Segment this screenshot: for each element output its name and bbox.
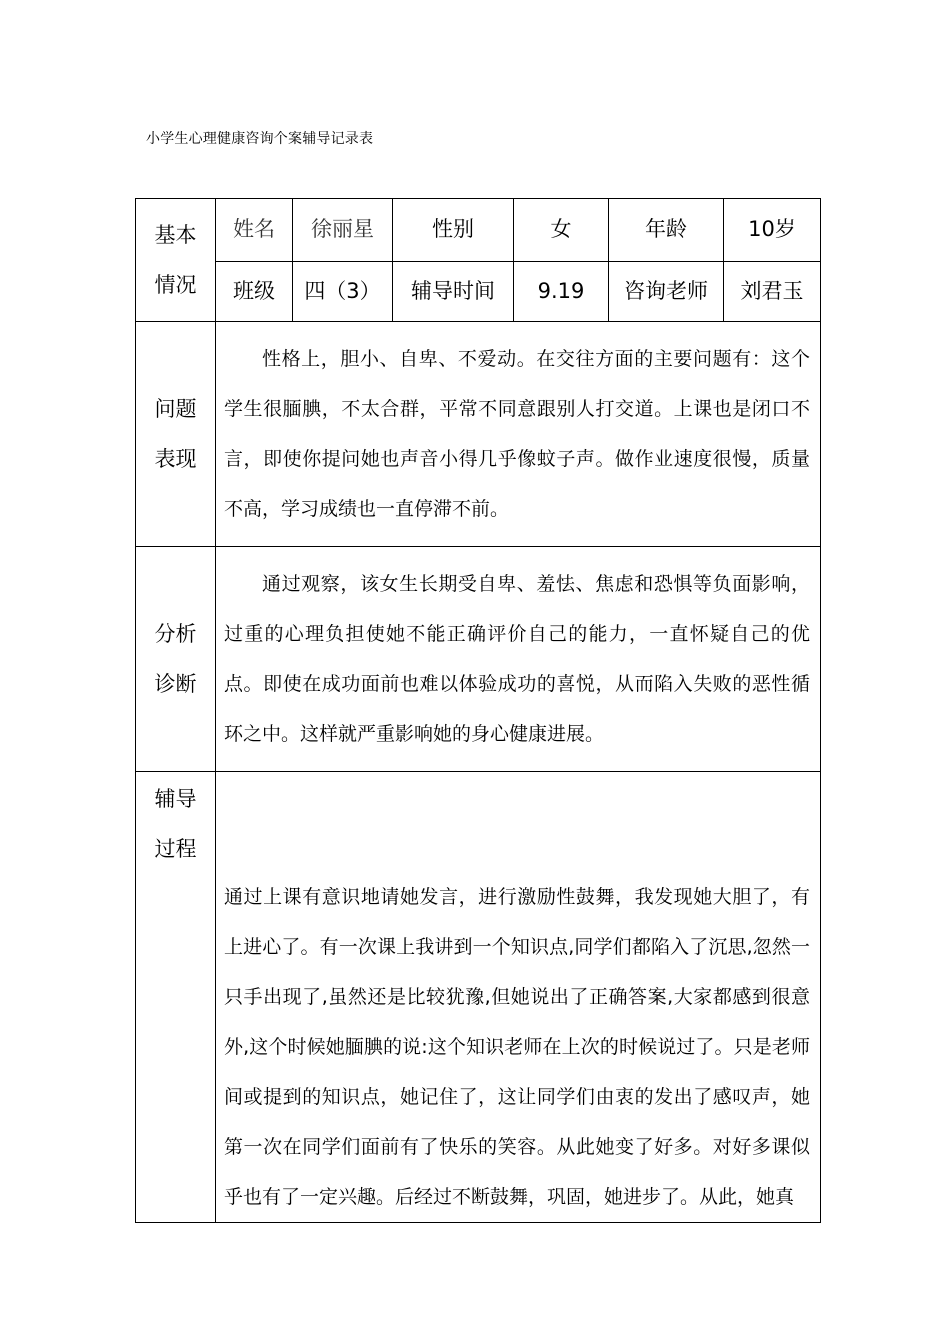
name-value: 徐丽星: [293, 199, 393, 262]
class-label: 班级: [216, 262, 293, 322]
gender-value: 女: [514, 199, 609, 262]
process-label-line2: 过程: [154, 837, 197, 861]
process-row: [136, 772, 821, 1223]
problem-row: [136, 322, 821, 547]
analysis-row: [136, 547, 821, 772]
document-title: 小学生心理健康咨询个案辅导记录表: [146, 131, 374, 147]
analysis-section-label: [136, 547, 216, 772]
basic-section-label: [136, 199, 216, 322]
basic-row-2: [136, 262, 821, 322]
problem-content: [216, 322, 821, 547]
basic-label-line2: 情况: [154, 273, 197, 297]
process-label-line1: 辅导: [154, 787, 197, 811]
process-section-label: [136, 772, 216, 1223]
problem-section-label: [136, 322, 216, 547]
analysis-label-line2: 诊断: [154, 672, 197, 696]
class-value: 四（3）: [293, 262, 393, 322]
name-label: 姓名: [216, 199, 293, 262]
time-label: 辅导时间: [393, 262, 514, 322]
teacher-value: 刘君玉: [724, 262, 821, 322]
teacher-label: 咨询老师: [609, 262, 724, 322]
record-table: [135, 198, 821, 1223]
age-value: 10岁: [724, 199, 821, 262]
process-text: 通过上课有意识地请她发言，进行激励性鼓舞，我发现她大胆了，有上进心了。有一次课上我讲到一个知识点,同学们都陷入了沉思,忽然一只手出现了,虽然还是比较犹豫,但她说出了正确答案,大家都感到很意外,这个时候她腼腆的说:这个知识老师在上次的时候说过了。只是老师间或提到的知识点，她记住了，这让同学们由衷的发出了感叹声，她第一次在同学们面前有了快乐的笑容。从此她变了好多。对好多课似乎也有了一定兴趣。后经过不断鼓舞，巩固，她进步了。从此，她真: [224, 886, 810, 1208]
basic-label-line1: 基本: [154, 223, 197, 247]
age-label: 年龄: [609, 199, 724, 262]
basic-row-1: [136, 199, 821, 262]
time-value: 9.19: [514, 262, 609, 322]
problem-label-line2: 表现: [154, 447, 197, 471]
problem-text: 性格上，胆小、自卑、不爱动。在交往方面的主要问题有：这个学生很腼腆，不太合群，平常不同意跟别人打交道。上课也是闭口不言，即使你提问她也声音小得几乎像蚊子声。做作业速度很慢，质量不高，学习成绩也一直停滞不前。: [224, 348, 810, 520]
problem-label-line1: 问题: [154, 397, 197, 421]
analysis-text: 通过观察，该女生长期受自卑、羞怯、焦虑和恐惧等负面影响，过重的心理负担使她不能正确评价自己的能力，一直怀疑自己的优点。即使在成功面前也难以体验成功的喜悦，从而陷入失败的恶性循环之中。这样就严重影响她的身心健康进展。: [224, 573, 810, 745]
analysis-content: [216, 547, 821, 772]
analysis-label-line1: 分析: [154, 622, 197, 646]
gender-label: 性别: [393, 199, 514, 262]
process-content: [216, 772, 821, 1223]
